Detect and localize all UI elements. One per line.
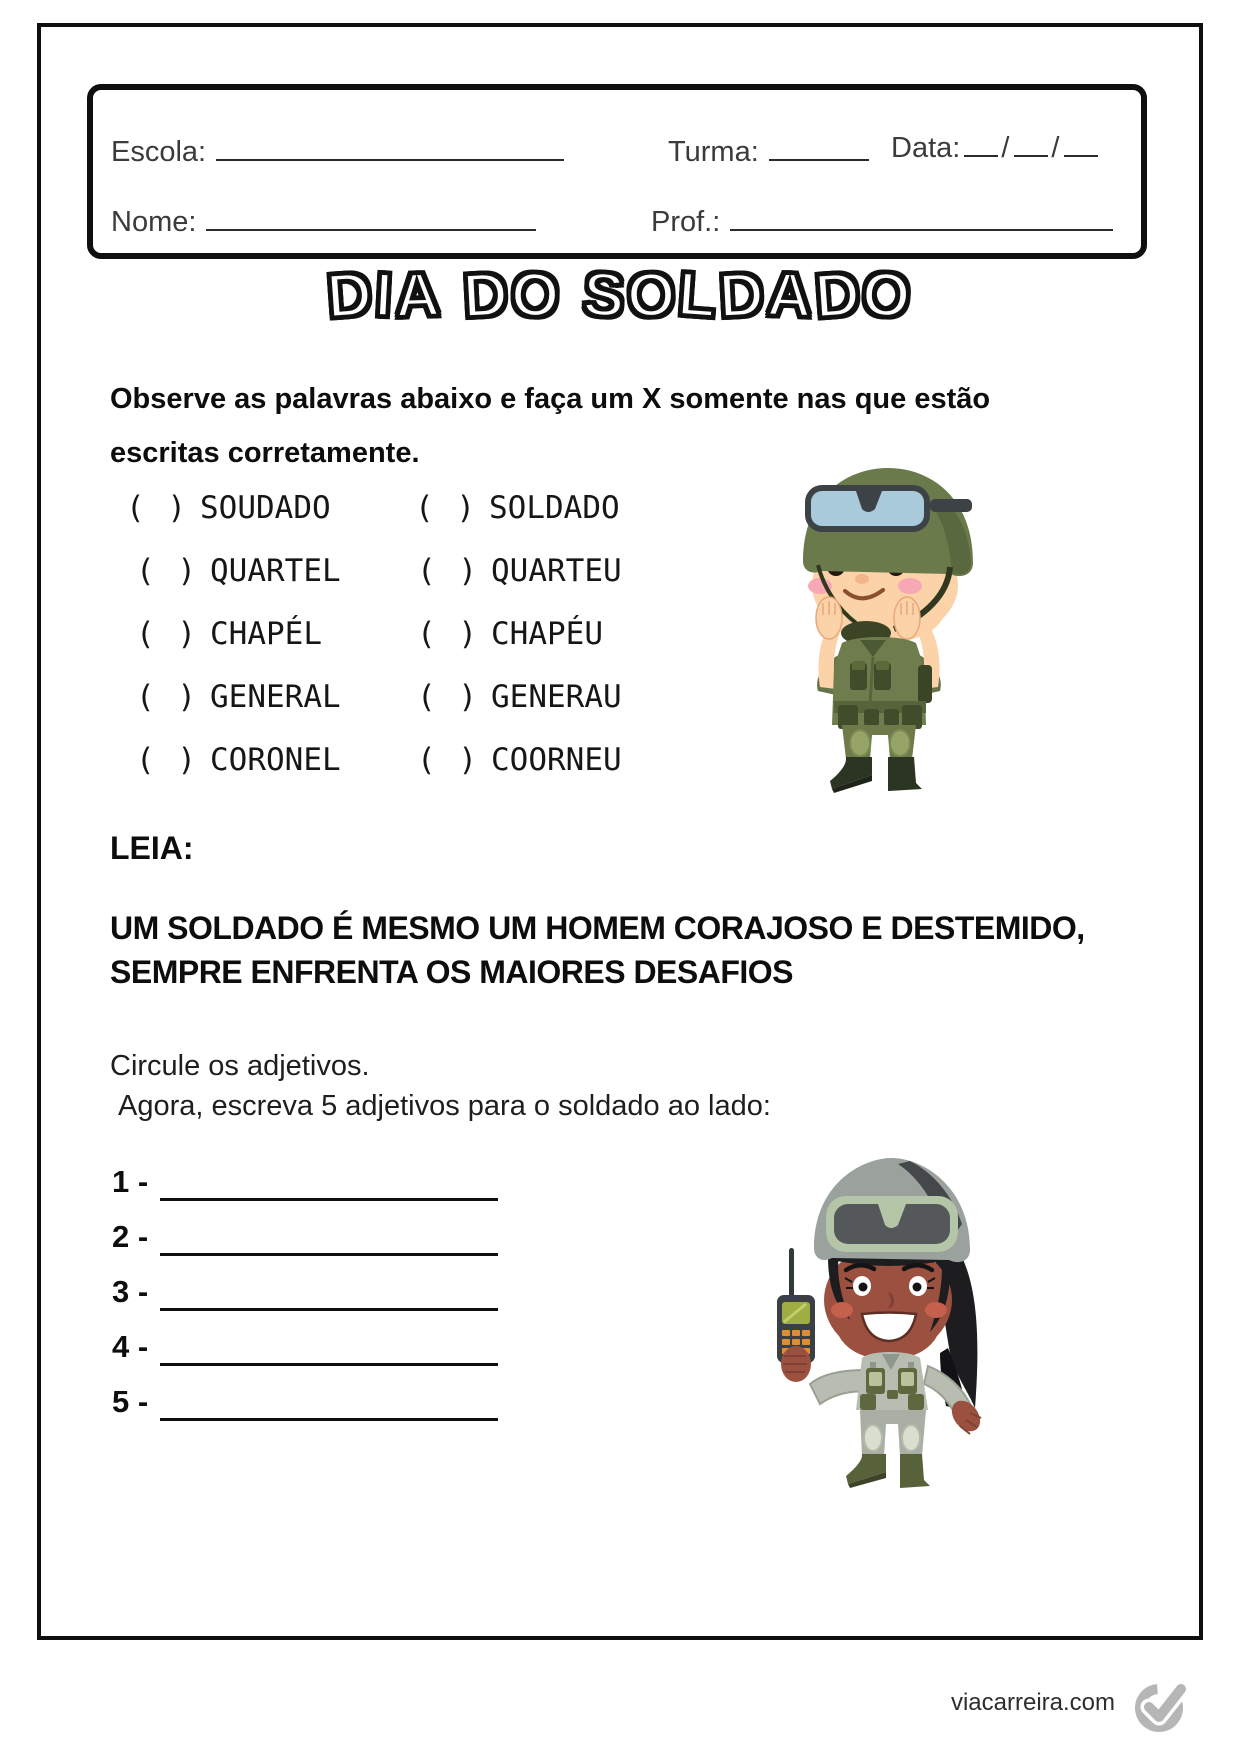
adjective-row [112, 1324, 498, 1366]
turma-field [668, 130, 869, 169]
turma-blank [769, 130, 869, 161]
word-text: CHAPÉU [491, 616, 603, 652]
checkbox-parens: ( ) [417, 616, 479, 652]
student-info-box [87, 84, 1147, 259]
prof-label: Prof.: [651, 206, 721, 238]
item-number: 1 - [112, 1164, 149, 1199]
item-number: 2 - [112, 1219, 149, 1254]
checkbox-parens: ( ) [136, 742, 198, 778]
checkbox-parens: ( ) [136, 616, 198, 652]
word-option [417, 616, 603, 652]
data-day-blank [964, 126, 998, 157]
nome-field [111, 200, 536, 239]
page-title: DIA DO SOLDADO [324, 259, 916, 332]
word-option [126, 490, 331, 526]
item-number: 5 - [112, 1384, 149, 1419]
word-text: CORONEL [210, 742, 341, 778]
reading-passage-line2: SEMPRE ENFRENTA OS MAIORES DESAFIOS [110, 954, 794, 990]
checkbox-parens: ( ) [136, 553, 198, 589]
word-option [417, 553, 622, 589]
reading-label: LEIA: [110, 830, 194, 866]
escola-field [111, 130, 564, 169]
answer-blank [160, 1272, 498, 1311]
date-slash: / [1051, 132, 1060, 164]
escola-blank [216, 130, 564, 161]
word-option [417, 742, 622, 778]
checkbox-parens: ( ) [126, 490, 188, 526]
word-option [417, 679, 622, 715]
reading-passage [110, 906, 1085, 994]
word-text: QUARTEL [210, 553, 341, 589]
word-option [136, 616, 322, 652]
exercise2-instruction-line1: Circule os adjetivos. [110, 1050, 370, 1082]
prof-field [651, 200, 1113, 239]
nome-blank [206, 200, 536, 231]
checkbox-parens: ( ) [136, 679, 198, 715]
data-year-blank [1064, 126, 1098, 157]
answer-blank [160, 1327, 498, 1366]
date-slash: / [1001, 132, 1010, 164]
word-option [136, 679, 341, 715]
soldier-boy-illustration [798, 463, 978, 795]
adjective-row [112, 1159, 498, 1201]
soldier-girl-illustration [770, 1148, 995, 1493]
answer-blank [160, 1162, 498, 1201]
data-month-blank [1014, 126, 1048, 157]
answer-blank [160, 1382, 498, 1421]
adjective-row [112, 1379, 498, 1421]
data-label: Data: [891, 132, 961, 164]
checkmark-logo [1134, 1676, 1188, 1736]
answer-blank [160, 1217, 498, 1256]
word-text: SOLDADO [489, 490, 620, 526]
exercise1-instruction-line2: escritas corretamente. [110, 437, 420, 469]
checkbox-parens: ( ) [417, 742, 479, 778]
exercise2-instruction-line2: Agora, escreva 5 adjetivos para o soldado ao lado: [118, 1090, 771, 1122]
adjective-row [112, 1214, 498, 1256]
exercise1-instruction-line1: Observe as palavras abaixo e faça um X somente nas que estão [110, 383, 991, 415]
item-number: 4 - [112, 1329, 149, 1364]
turma-label: Turma: [668, 136, 759, 168]
word-option [415, 490, 620, 526]
checkbox-parens: ( ) [417, 679, 479, 715]
word-text: GENERAU [491, 679, 622, 715]
word-option [136, 742, 341, 778]
word-option [136, 553, 341, 589]
word-text: QUARTEU [491, 553, 622, 589]
website-credit: viacarreira.com [950, 1689, 1115, 1716]
data-field [891, 126, 1100, 165]
word-text: GENERAL [210, 679, 341, 715]
reading-passage-line1: UM SOLDADO É MESMO UM HOMEM CORAJOSO E DESTEMIDO, [110, 910, 1085, 946]
nome-label: Nome: [111, 206, 197, 238]
adjective-row [112, 1269, 498, 1311]
checkbox-parens: ( ) [417, 553, 479, 589]
checkbox-parens: ( ) [415, 490, 477, 526]
word-text: CHAPÉL [210, 616, 322, 652]
prof-blank [730, 200, 1113, 231]
item-number: 3 - [112, 1274, 149, 1309]
escola-label: Escola: [111, 136, 207, 168]
word-text: COORNEU [491, 742, 622, 778]
word-text: SOUDADO [200, 490, 331, 526]
